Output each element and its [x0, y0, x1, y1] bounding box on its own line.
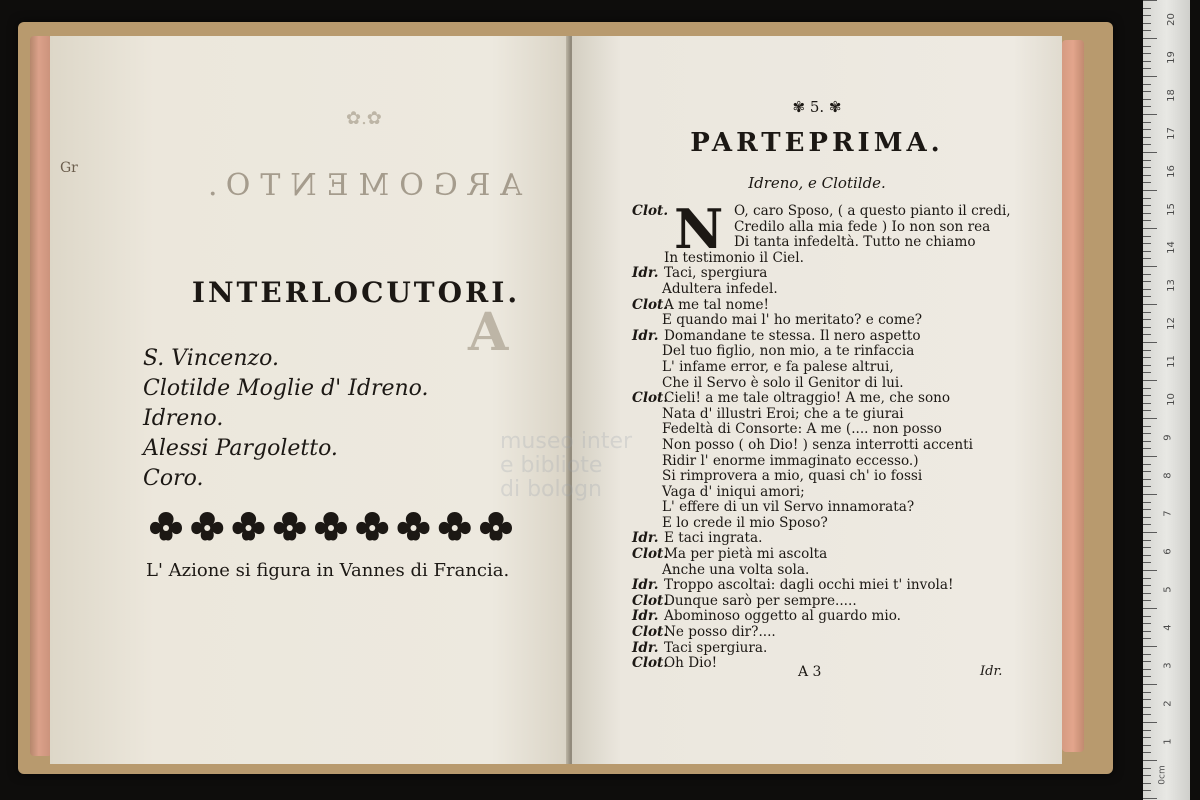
speaker-name: Idr.: [632, 327, 659, 344]
dialogue-line: [632, 563, 1052, 579]
dialogue-line: [632, 298, 1052, 314]
ruler-tick: [1143, 152, 1157, 153]
ruler-tick: [1143, 106, 1151, 107]
dialogue-line: [632, 251, 1052, 267]
speaker-name: Idr.: [632, 639, 659, 656]
ruler-tick: [1143, 258, 1151, 259]
dialogue-line: [632, 376, 1052, 392]
ruler-tick: [1143, 137, 1151, 138]
part-title: PARTEPRIMA.: [690, 128, 944, 158]
ruler-tick: [1143, 790, 1151, 791]
dialogue-text: Ridir l' enorme immaginato eccesso.): [662, 452, 919, 469]
dialogue-text: Non posso ( oh Dio! ) senza interrotti accenti: [662, 436, 973, 453]
speaker-name: Clot.: [632, 296, 669, 313]
ruler-tick: [1143, 205, 1151, 206]
dialogue-line: [632, 469, 1052, 485]
bleed-through-title: ARGOMENTO.: [197, 168, 523, 203]
dialogue-text: Di tanta infedeltà. Tutto ne chiamo: [734, 234, 976, 251]
ruler-tick: [1143, 380, 1157, 381]
dialogue-text: Taci, spergiura: [664, 265, 768, 282]
ruler-tick: [1143, 410, 1151, 411]
watermark-line: di bologn: [500, 477, 602, 502]
ruler-tick: [1143, 99, 1151, 100]
bleed-through-letter: A: [468, 302, 509, 363]
dialogue-line: [632, 485, 1052, 501]
dialogue-text: Adultera infedel.: [662, 280, 778, 297]
ruler-tick: [1143, 441, 1151, 442]
setting-line: L' Azione si figura in Vannes di Francia.: [146, 560, 510, 581]
ruler-tick: [1143, 357, 1151, 358]
fleuron-icon: [480, 512, 512, 541]
ruler-tick: [1143, 0, 1157, 1]
ruler-tick: [1143, 714, 1151, 715]
ruler-tick: [1143, 570, 1157, 571]
ruler-number: 8: [1162, 472, 1174, 479]
ruler-tick: [1143, 783, 1151, 784]
watermark-line: e bibliote: [500, 453, 603, 478]
measuring-ruler: [1143, 0, 1190, 800]
fleuron-icon: [274, 512, 306, 541]
ruler-tick: [1143, 251, 1151, 252]
ruler-tick: [1143, 676, 1151, 677]
ruler-tick: [1143, 730, 1151, 731]
ruler-tick: [1143, 274, 1151, 275]
dialogue-text: Ne posso dir?....: [664, 624, 776, 641]
speaker-name: Clot.: [632, 203, 669, 219]
fleuron-icon: [191, 512, 223, 541]
ruler-tick: [1143, 236, 1151, 237]
ruler-tick: [1143, 281, 1151, 282]
dialogue-line: [632, 220, 1052, 236]
ruler-number: 3: [1162, 662, 1174, 669]
page-edge-left: [30, 36, 52, 756]
ruler-tick: [1143, 471, 1151, 472]
ruler-tick: [1143, 190, 1157, 191]
ruler-tick: [1143, 312, 1151, 313]
ruler-tick: [1143, 160, 1151, 161]
ruler-tick: [1143, 684, 1157, 685]
ruler-tick: [1143, 638, 1151, 639]
bleed-through-ornament: ✿.✿: [346, 108, 382, 129]
dialogue-text: Fedeltà di Consorte: A me (.... non posso: [662, 421, 942, 438]
dialogue-text: Ma per pietà mi ascolta: [664, 546, 828, 563]
right-page: [572, 36, 1062, 764]
drop-cap: N: [674, 197, 724, 261]
ruler-tick: [1143, 578, 1151, 579]
ruler-tick: [1143, 61, 1151, 62]
ruler-tick: [1143, 540, 1151, 541]
ruler-tick: [1143, 502, 1151, 503]
fleuron-ornament-row: [146, 506, 516, 546]
speaker-name: Clot.: [632, 390, 669, 407]
ruler-tick: [1143, 228, 1157, 229]
cast-item: Coro.: [143, 466, 204, 491]
dialogue-text: E lo crede il mio Sposo?: [662, 514, 828, 531]
cast-item: Idreno.: [143, 406, 224, 431]
speaker-name: Clot.: [632, 624, 669, 641]
ruler-tick: [1143, 426, 1151, 427]
ruler-number: 11: [1165, 355, 1177, 368]
speaker-name: Idr.: [632, 265, 659, 282]
dialogue-line: [632, 407, 1052, 423]
ruler-tick: [1143, 53, 1151, 54]
ruler-tick: [1143, 608, 1157, 609]
dialogue-text: L' infame error, e fa palese altrui,: [662, 358, 894, 375]
ruler-tick: [1143, 296, 1151, 297]
ruler-tick: [1143, 198, 1151, 199]
dialogue-text: Si rimprovera a mio, quasi ch' io fossi: [662, 468, 923, 485]
ruler-tick: [1143, 365, 1151, 366]
ruler-tick: [1143, 745, 1151, 746]
ruler-tick: [1143, 479, 1151, 480]
speaker-name: Clot.: [632, 546, 669, 563]
dialogue-text: In testimonio il Ciel.: [664, 249, 804, 266]
dialogue-block: [632, 197, 1052, 672]
speaker-name: Clot.: [632, 592, 669, 609]
ruler-number: 12: [1165, 317, 1177, 330]
ruler-number: 20: [1165, 13, 1177, 26]
speaker-name: Idr.: [632, 608, 659, 625]
ruler-tick: [1143, 327, 1151, 328]
ruler-tick: [1143, 593, 1151, 594]
ruler-number: 5: [1162, 586, 1174, 593]
cast-item: Alessi Pargoletto.: [143, 436, 338, 461]
ruler-tick: [1143, 114, 1157, 115]
ruler-tick: [1143, 707, 1151, 708]
ruler-tick: [1143, 91, 1151, 92]
ruler-unit: 0cm: [1157, 765, 1168, 785]
museum-watermark: [500, 430, 632, 502]
dialogue-text: Anche una volta sola.: [662, 561, 810, 578]
dialogue-line: [632, 438, 1052, 454]
ruler-tick: [1143, 372, 1151, 373]
dialogue-text: E quando mai l' ho meritato? e come?: [662, 312, 923, 329]
ruler-tick: [1143, 616, 1151, 617]
ruler-tick: [1143, 768, 1151, 769]
dialogue-text: Dunque sarò per sempre.....: [664, 592, 857, 609]
dialogue-line: [632, 625, 1052, 641]
watermark-line: museo inter: [500, 429, 633, 454]
ruler-number: 17: [1165, 127, 1177, 140]
ruler-tick: [1143, 555, 1151, 556]
scene-heading: Idreno, e Clotilde.: [748, 174, 886, 192]
ruler-tick: [1143, 661, 1151, 662]
ruler-tick: [1143, 8, 1151, 9]
dialogue-line: [632, 500, 1052, 516]
fleuron-icon: [398, 512, 430, 541]
ruler-number: 9: [1162, 434, 1174, 441]
ruler-tick: [1143, 562, 1151, 563]
ruler-tick: [1143, 798, 1157, 799]
ruler-tick: [1143, 350, 1151, 351]
fleuron-icon: [233, 512, 265, 541]
dialogue-text: E taci ingrata.: [664, 530, 763, 547]
ruler-tick: [1143, 433, 1151, 434]
dialogue-text: Oh Dio!: [664, 655, 718, 672]
ruler-tick: [1143, 494, 1157, 495]
dialogue-text: O, caro Sposo, ( a questo pianto il credi,: [734, 203, 1011, 219]
ruler-tick: [1143, 213, 1151, 214]
ruler-tick: [1143, 775, 1151, 776]
ruler-tick: [1143, 167, 1151, 168]
ruler-tick: [1143, 15, 1151, 16]
ruler-number: 1: [1162, 738, 1174, 745]
ruler-tick: [1143, 175, 1151, 176]
dialogue-text: Del tuo figlio, non mio, a te rinfaccia: [662, 343, 915, 360]
page-number: ✾ 5. ✾: [792, 98, 842, 116]
fleuron-icon: [150, 512, 182, 541]
ruler-number: 7: [1162, 510, 1174, 517]
ruler-tick: [1143, 84, 1151, 85]
ruler-tick: [1143, 334, 1151, 335]
ruler-tick: [1143, 456, 1157, 457]
dialogue-line: [632, 594, 1052, 610]
dialogue-text: Che il Servo è solo il Genitor di lui.: [662, 374, 904, 391]
ruler-number: 2: [1162, 700, 1174, 707]
ruler-tick: [1143, 623, 1151, 624]
dialogue-line: [632, 641, 1052, 657]
dialogue-line: [632, 547, 1052, 563]
ruler-tick: [1143, 342, 1157, 343]
dialogue-text: Troppo ascoltai: dagli occhi miei t' invola!: [664, 577, 954, 594]
ruler-tick: [1143, 464, 1151, 465]
dialogue-line: [632, 609, 1052, 625]
dialogue-line: [632, 282, 1052, 298]
ruler-tick: [1143, 448, 1151, 449]
ruler-number: 4: [1162, 624, 1174, 631]
ruler-number: 10: [1165, 393, 1177, 406]
fleuron-icon: [356, 512, 388, 541]
fleuron-icon: [315, 512, 347, 541]
ruler-tick: [1143, 304, 1157, 305]
fleuron-icon: [439, 512, 471, 541]
dialogue-line: [632, 204, 1052, 220]
ruler-tick: [1143, 585, 1151, 586]
ruler-number: 16: [1165, 165, 1177, 178]
dialogue-line: [632, 454, 1052, 470]
catchword: Idr.: [980, 664, 1003, 679]
ruler-tick: [1143, 403, 1151, 404]
dialogue-line: [632, 391, 1052, 407]
ruler-tick: [1143, 76, 1157, 77]
ruler-number: 18: [1165, 89, 1177, 102]
ruler-tick: [1143, 486, 1151, 487]
cast-heading: INTERLOCUTORI.: [191, 276, 521, 309]
signature-mark: A 3: [798, 664, 822, 680]
ruler-tick: [1143, 524, 1151, 525]
margin-text: Gr: [60, 160, 78, 176]
ruler-tick: [1143, 547, 1151, 548]
ruler-tick: [1143, 752, 1151, 753]
ruler-tick: [1143, 220, 1151, 221]
ruler-tick: [1143, 517, 1151, 518]
cast-item: Clotilde Moglie d' Idreno.: [143, 376, 429, 401]
dialogue-text: L' effere di un vil Servo innamorata?: [662, 499, 915, 516]
dialogue-line: [632, 344, 1052, 360]
cast-list: [143, 344, 503, 494]
dialogue-text: Taci spergiura.: [664, 639, 768, 656]
dialogue-line: [632, 516, 1052, 532]
dialogue-line: [632, 422, 1052, 438]
ruler-tick: [1143, 182, 1151, 183]
page-edge-right: [1062, 40, 1084, 752]
ruler-tick: [1143, 646, 1157, 647]
ruler-tick: [1143, 243, 1151, 244]
dialogue-text: Credilo alla mia fede ) Io non son rea: [734, 218, 991, 235]
ruler-tick: [1143, 38, 1157, 39]
dialogue-line: [632, 531, 1052, 547]
ruler-tick: [1143, 631, 1151, 632]
dialogue-line: [632, 578, 1052, 594]
dialogue-line: [632, 360, 1052, 376]
ruler-tick: [1143, 699, 1151, 700]
ruler-tick: [1143, 669, 1151, 670]
dialogue-line: [632, 313, 1052, 329]
ruler-tick: [1143, 737, 1151, 738]
dialogue-text: Domandane te stessa. Il nero aspetto: [664, 327, 921, 344]
ruler-tick: [1143, 654, 1151, 655]
ruler-number: 6: [1162, 548, 1174, 555]
ruler-tick: [1143, 722, 1157, 723]
ruler-tick: [1143, 129, 1151, 130]
ruler-tick: [1143, 68, 1151, 69]
dialogue-text: A me tal nome!: [664, 296, 769, 313]
dialogue-text: Nata d' illustri Eroi; che a te giurai: [662, 405, 904, 422]
speaker-name: Clot.: [632, 655, 669, 672]
ruler-tick: [1143, 532, 1157, 533]
ruler-tick: [1143, 388, 1151, 389]
speaker-name: Idr.: [632, 577, 659, 594]
ruler-tick: [1143, 600, 1151, 601]
left-page: [50, 36, 570, 764]
dialogue-line: [632, 266, 1052, 282]
ruler-tick: [1143, 418, 1157, 419]
ruler-number: 15: [1165, 203, 1177, 216]
dialogue-text: Abominoso oggetto al guardo mio.: [664, 608, 901, 625]
ruler-number: 19: [1165, 51, 1177, 64]
dialogue-line: [632, 329, 1052, 345]
ruler-tick: [1143, 122, 1151, 123]
ruler-tick: [1143, 319, 1151, 320]
ruler-number: 13: [1165, 279, 1177, 292]
dialogue-text: Cieli! a me tale oltraggio! A me, che sono: [664, 390, 951, 407]
ruler-number: 14: [1165, 241, 1177, 254]
ruler-tick: [1143, 692, 1151, 693]
ruler-tick: [1143, 30, 1151, 31]
ruler-tick: [1143, 266, 1157, 267]
ruler-tick: [1143, 395, 1151, 396]
speaker-name: Idr.: [632, 530, 659, 547]
ruler-tick: [1143, 289, 1151, 290]
cast-item: S. Vincenzo.: [143, 346, 279, 371]
ruler-tick: [1143, 509, 1151, 510]
ruler-tick: [1143, 760, 1157, 761]
ruler-tick: [1143, 46, 1151, 47]
ruler-tick: [1143, 144, 1151, 145]
ruler-tick: [1143, 23, 1151, 24]
dialogue-text: Vaga d' iniqui amori;: [662, 483, 805, 500]
dialogue-line: [632, 235, 1052, 251]
